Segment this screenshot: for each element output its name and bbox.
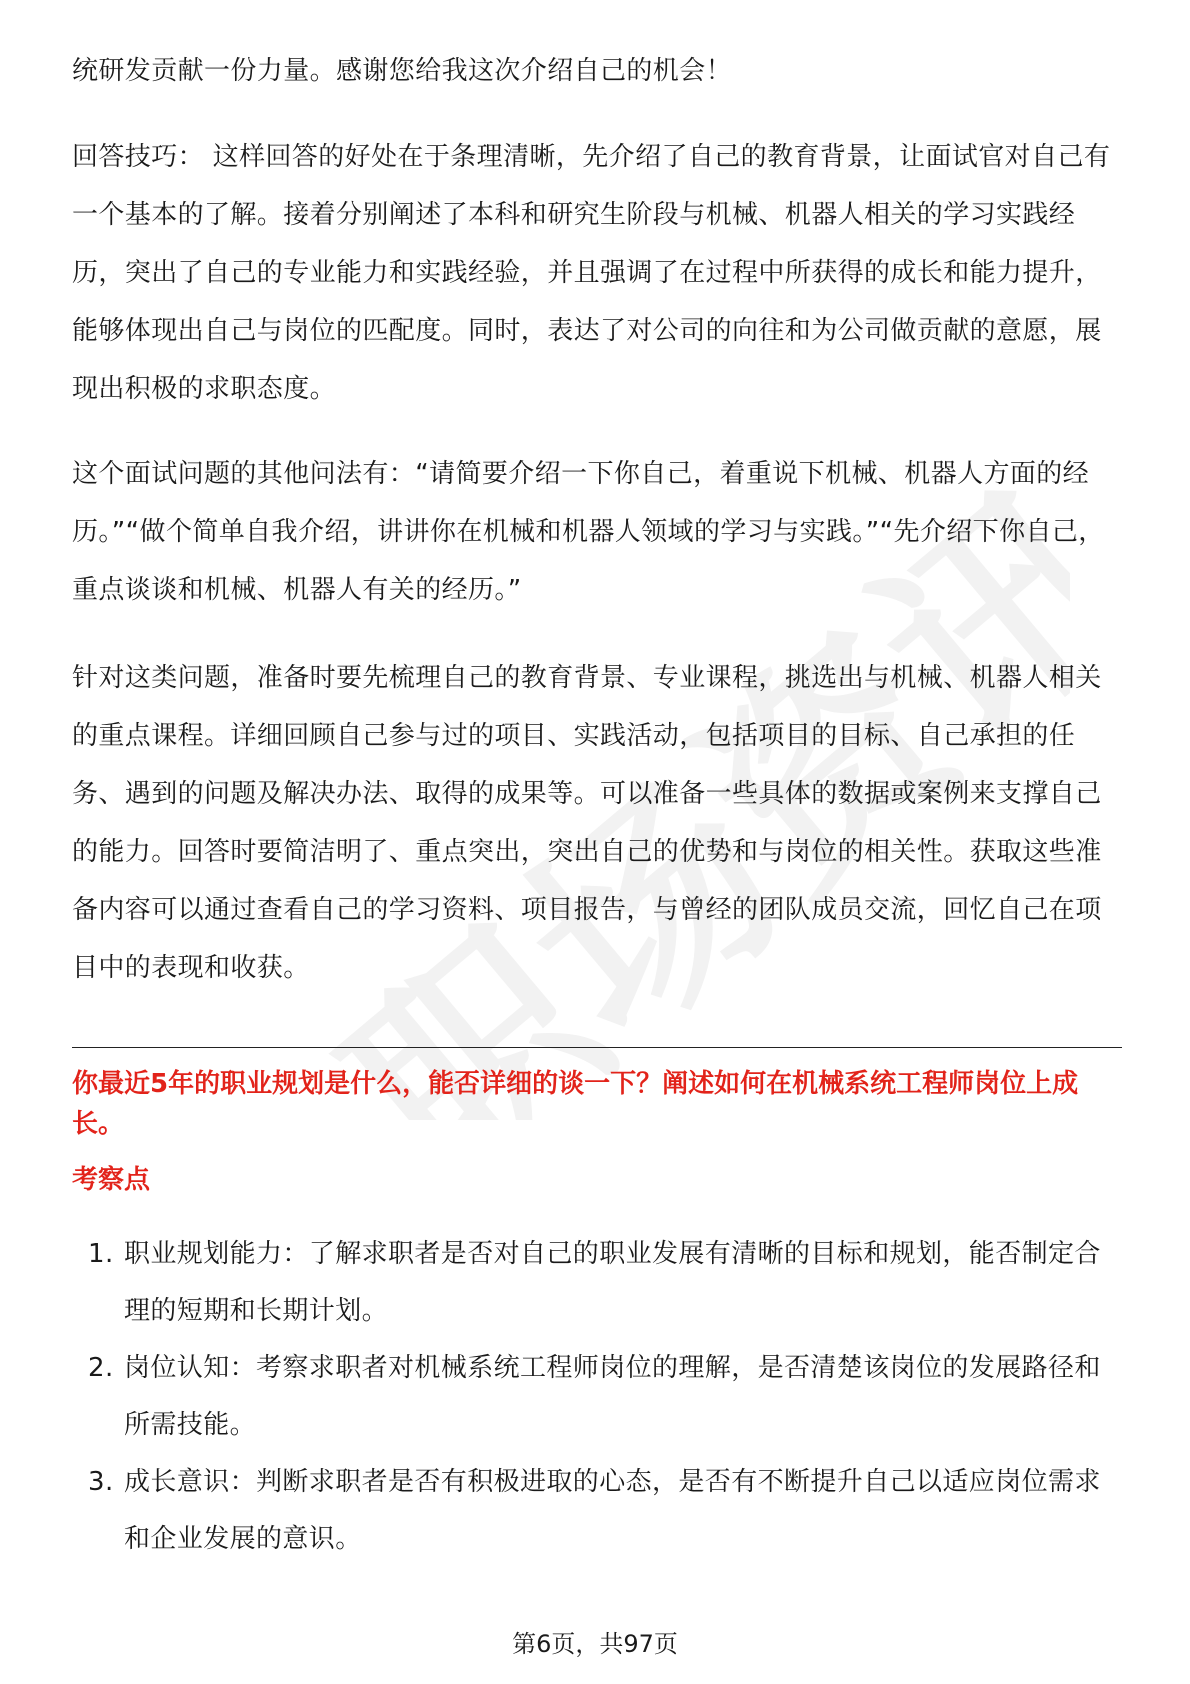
list-item-number: 2. xyxy=(88,1353,114,1383)
list-item-number: 3. xyxy=(88,1467,114,1497)
list-item xyxy=(72,1454,1122,1568)
assessment-points-list xyxy=(72,1226,1122,1568)
list-item xyxy=(72,1340,1122,1454)
page-number-footer: 第6页，共97页 xyxy=(512,1630,678,1658)
list-item-text: 成长意识：判断求职者是否有积极进取的心态，是否有不断提升自己以适应岗位需求和企业发展的意识。 xyxy=(124,1467,1101,1554)
section-divider xyxy=(72,1047,1122,1048)
question-title: 你最近5年的职业规划是什么，能否详细的谈一下？阐述如何在机械系统工程师岗位上成长。 xyxy=(72,1069,1079,1139)
paragraph-answer-tips: 回答技巧： 这样回答的好处在于条理清晰，先介绍了自己的教育背景，让面试官对自己有一个基本的了解。接着分别阐述了本科和研究生阶段与机械、机器人相关的学习实践经历，突出了自己的专业能力和实践经验，并且强调了在过程中所获得的成长和能力提升，能够体现出自己与岗位的匹配度。同时，表达了对公司的向往和为公司做贡献的意愿，展现出积极的求职态度。 xyxy=(72,142,1111,404)
watermark-text: 职场资讯 xyxy=(304,440,1070,1120)
paragraph-closing: 统研发贡献一份力量。感谢您给我这次介绍自己的机会！ xyxy=(72,56,733,86)
section-label-assessment-points: 考察点 xyxy=(72,1165,151,1195)
list-item-number: 1. xyxy=(88,1239,114,1269)
list-item-text: 职业规划能力：了解求职者是否对自己的职业发展有清晰的目标和规划，能否制定合理的短期和长期计划。 xyxy=(124,1239,1101,1326)
paragraph-preparation-advice: 针对这类问题，准备时要先梳理自己的教育背景、专业课程，挑选出与机械、机器人相关的重点课程。详细回顾自己参与过的项目、实践活动，包括项目的目标、自己承担的任务、遇到的问题及解决办法、取得的成果等。可以准备一些具体的数据或案例来支撑自己的能力。回答时要简洁明了、重点突出，突出自己的优势和与岗位的相关性。获取这些准备内容可以通过查看自己的学习资料、项目报告，与曾经的团队成员交流，回忆自己在项目中的表现和收获。 xyxy=(72,663,1102,983)
list-item xyxy=(72,1226,1122,1340)
list-item-text: 岗位认知：考察求职者对机械系统工程师岗位的理解，是否清楚该岗位的发展路径和所需技能。 xyxy=(124,1353,1101,1440)
paragraph-alternative-questions: 这个面试问题的其他问法有：“请简要介绍一下你自己，着重说下机械、机器人方面的经历。”“做个简单自我介绍，讲讲你在机械和机器人领域的学习与实践。”“先介绍下你自己，重点谈谈和机械、机器人有关的经历。” xyxy=(72,459,1105,605)
